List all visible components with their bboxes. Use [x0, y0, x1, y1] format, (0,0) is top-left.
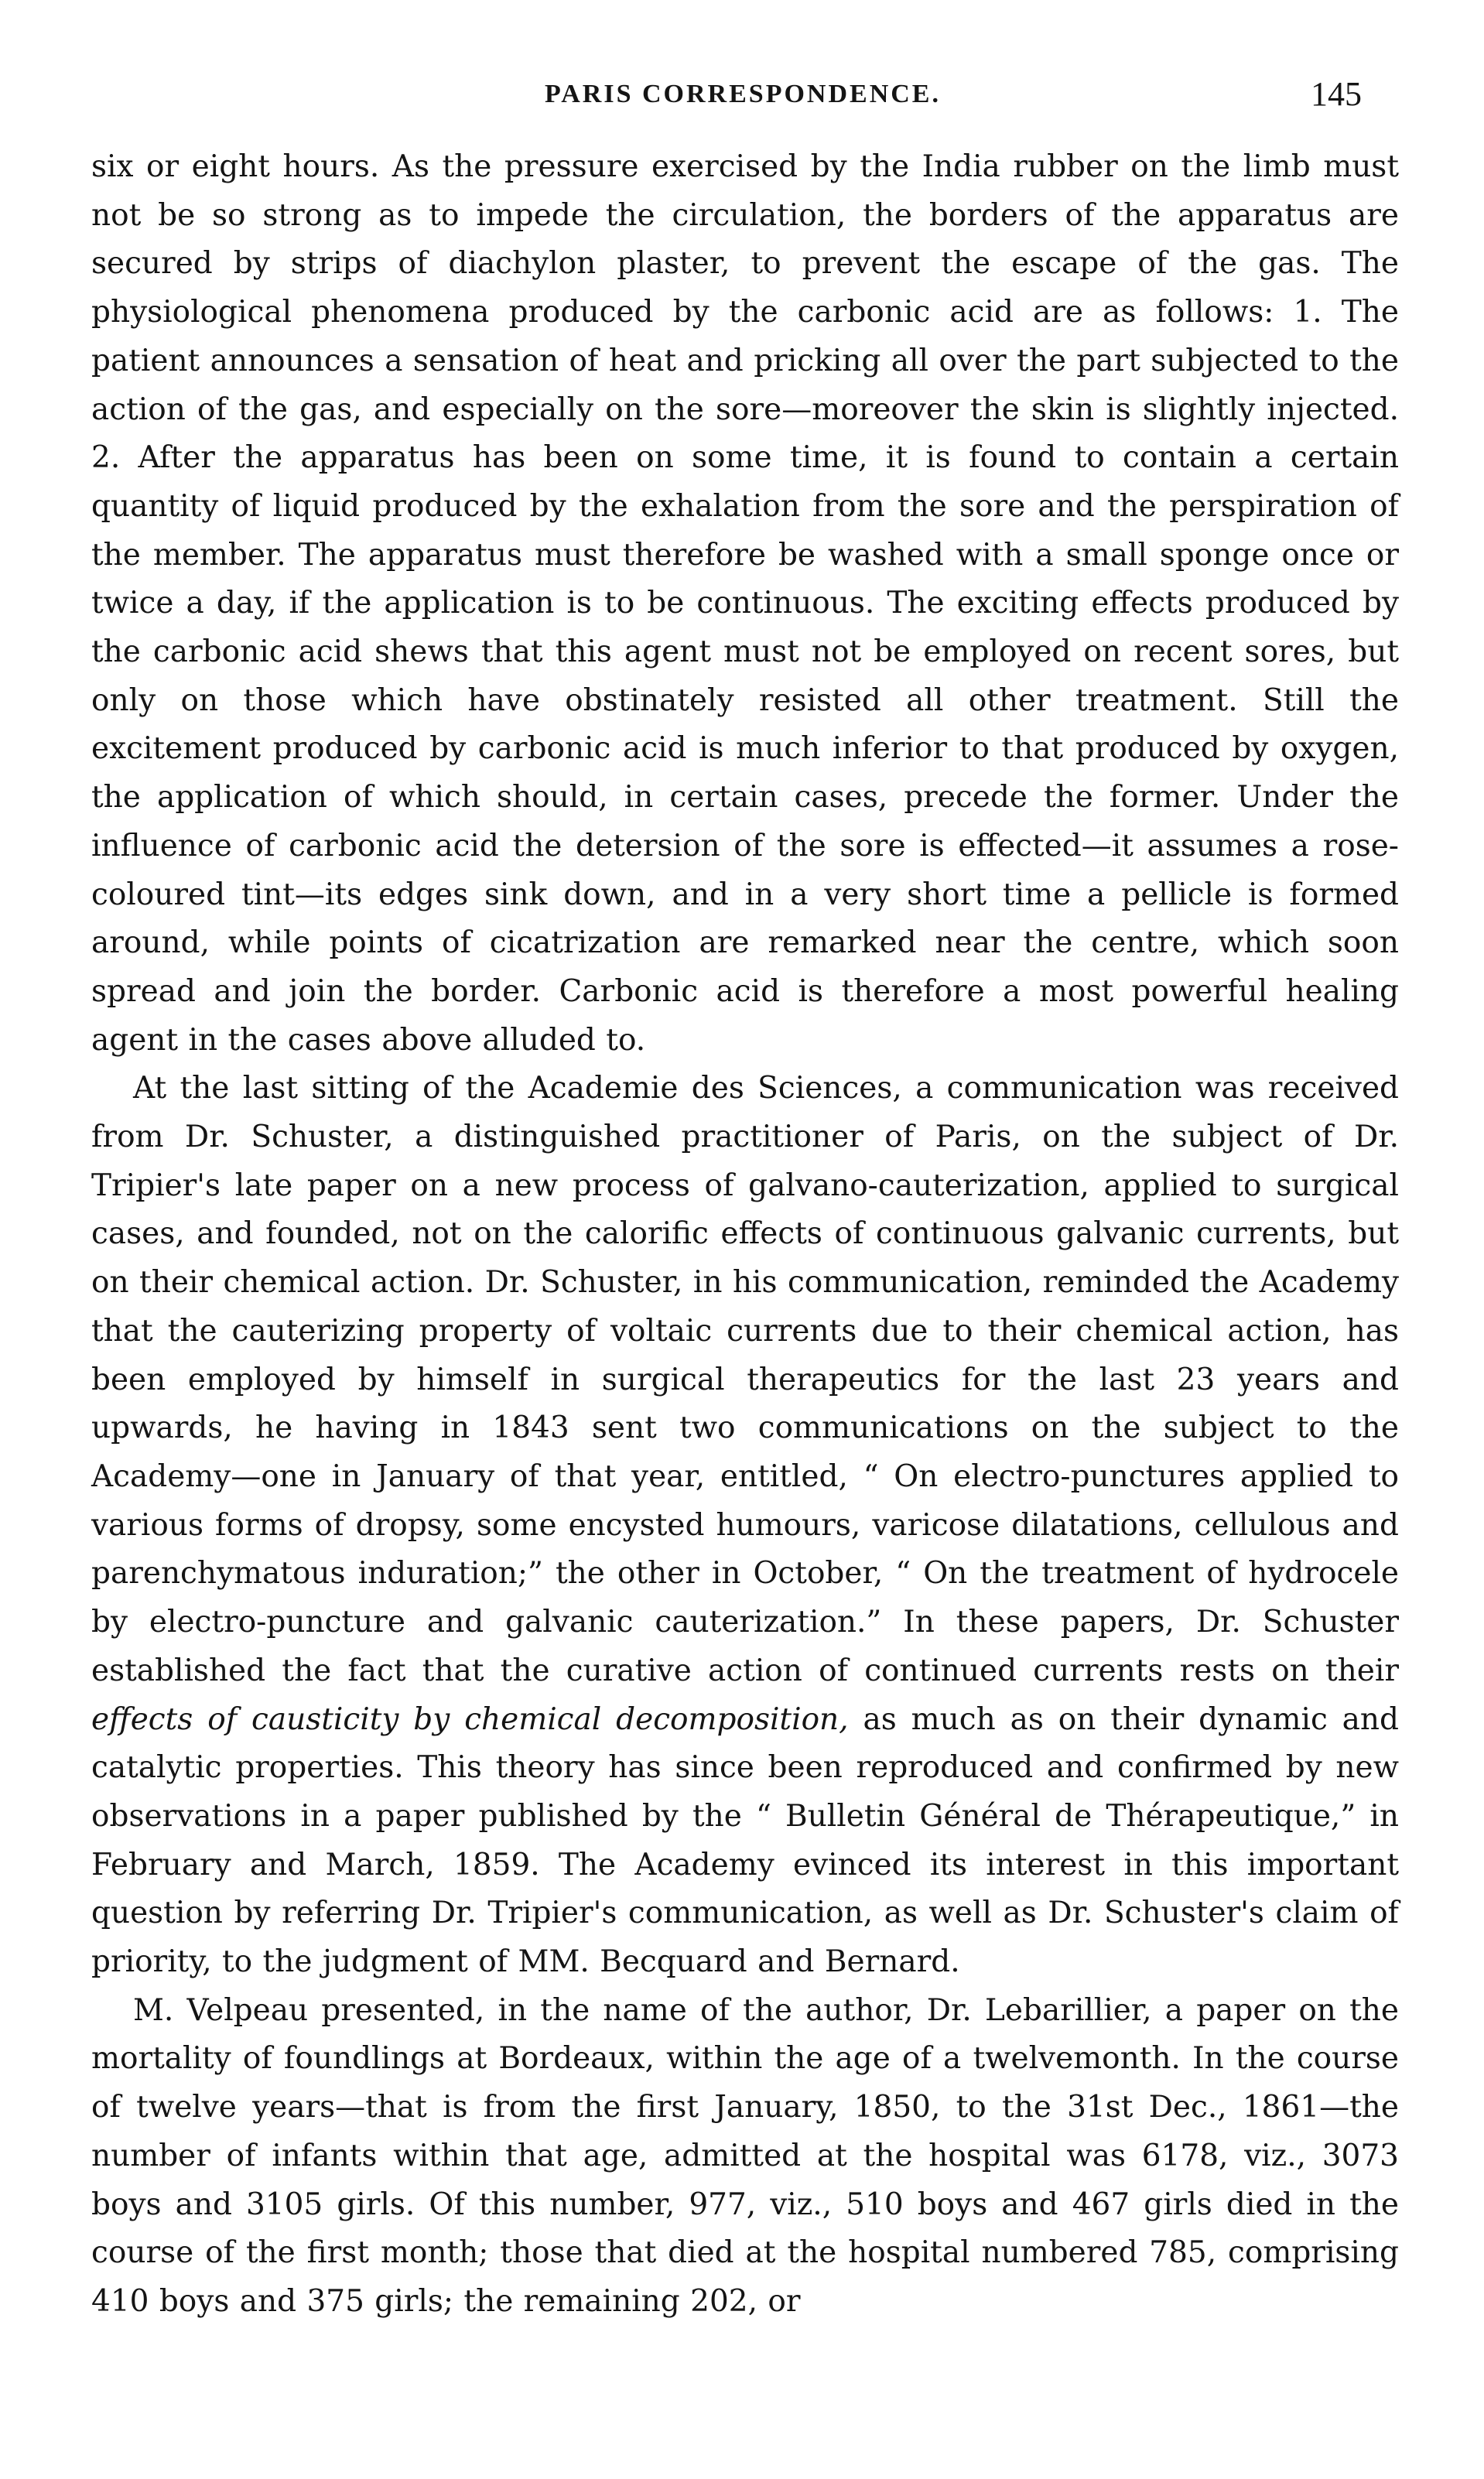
paragraph-velpeau: M. Velpeau presented, in the name of the author, Dr. Lebarillier, a paper on the mortality of foundlings at Bordeaux, within the age of a twelvemonth. In the course of twelve years—that is from the first January, 1850, to the 31st Dec., 1861—the number of infants within that age, admitted at the hospital was 6178, viz., 3073 boys and 3105 girls. Of this number, 977, viz., 510 boys and 467 girls died in the course of the first month; those that died at the hospital numbered 785, comprising 410 boys and 375 girls; the remaining 202, or [91, 1992, 1399, 2319]
body-text [91, 143, 1399, 2327]
paragraph-schuster-emphasis: effects of causticity by chemical decomposition, [91, 1701, 849, 1737]
page-number: 145 [1311, 75, 1362, 113]
paragraph-carbonic-acid: six or eight hours. As the pressure exercised by the India rubber on the limb must not be so strong as to impede the circulation, the borders of the apparatus are secured by strips of diachylon plaster, to prevent the escape of the gas. The physiological phenomena produced by the carbonic acid are as follows: 1. The patient announces a sensation of heat and pricking all over the part subjected to the action of the gas, and especially on the sore—moreover the skin is slightly injected. 2. After the apparatus has been on some time, it is found to contain a certain quantity of liquid produced by the exhalation from the sore and the perspiration of the member. The apparatus must therefore be washed with a small sponge once or twice a day, if the application is to be continuous. The exciting effects produced by the carbonic acid shews that this agent must not be employed on recent sores, but only on those which have obstinately resisted all other treatment. Still the excitement produced by carbonic acid is much inferior to that produced by oxygen, the application of which should, in certain cases, precede the former. Under the influence of carbonic acid the detersion of the sore is effected—it assumes a rose-coloured tint—its edges sink down, and in a very short time a pellicle is formed around, while points of cicatrization are remarked near the centre, which soon spread and join the border. Carbonic acid is therefore a most powerful healing agent in the cases above alluded to. [91, 149, 1399, 1058]
paragraph-schuster-text-cont: as much as on their dynamic and catalytic properties. This theory has since been reproduced and confirmed by new observations in a paper published by the “ Bulletin Général de Thérapeutique,” in February and March, 1859. The Academy evinced its interest in this important question by referring Dr. Tripier's communication, as well as Dr. Schuster's claim of priority, to the judgment of MM. Becquard and Bernard. [91, 1701, 1400, 1980]
paragraph-schuster [91, 1065, 1399, 1986]
paragraph-schuster-text: At the last sitting of the Academie des Sciences, a communication was received from Dr. Schuster, a distinguished practitioner of Paris, on the subject of Dr. Tripier's late paper on a new process of galvano-cauterization, applied to surgical cases, and founded, not on the calorific effects of continuous galvanic currents, but on their chemical action. Dr. Schuster, in his communication, reminded the Academy that the cauterizing property of voltaic currents due to their chemical action, has been employed by himself in surgical therapeutics for the last 23 years and upwards, he having in 1843 sent two communications on the subject to the Academy—one in January of that year, entitled, “ On electro-punctures applied to various forms of dropsy, some encysted humours, varicose dilatations, cellulous and parenchymatous induration;” the other in October, “ On the treatment of hydrocele by electro-puncture and galvanic cauterization.” In these papers, Dr. Schuster established the fact that the curative action of continued currents rests on their [91, 1071, 1399, 1688]
running-head [93, 71, 1393, 118]
running-title: PARIS CORRESPONDENCE. [545, 80, 941, 108]
